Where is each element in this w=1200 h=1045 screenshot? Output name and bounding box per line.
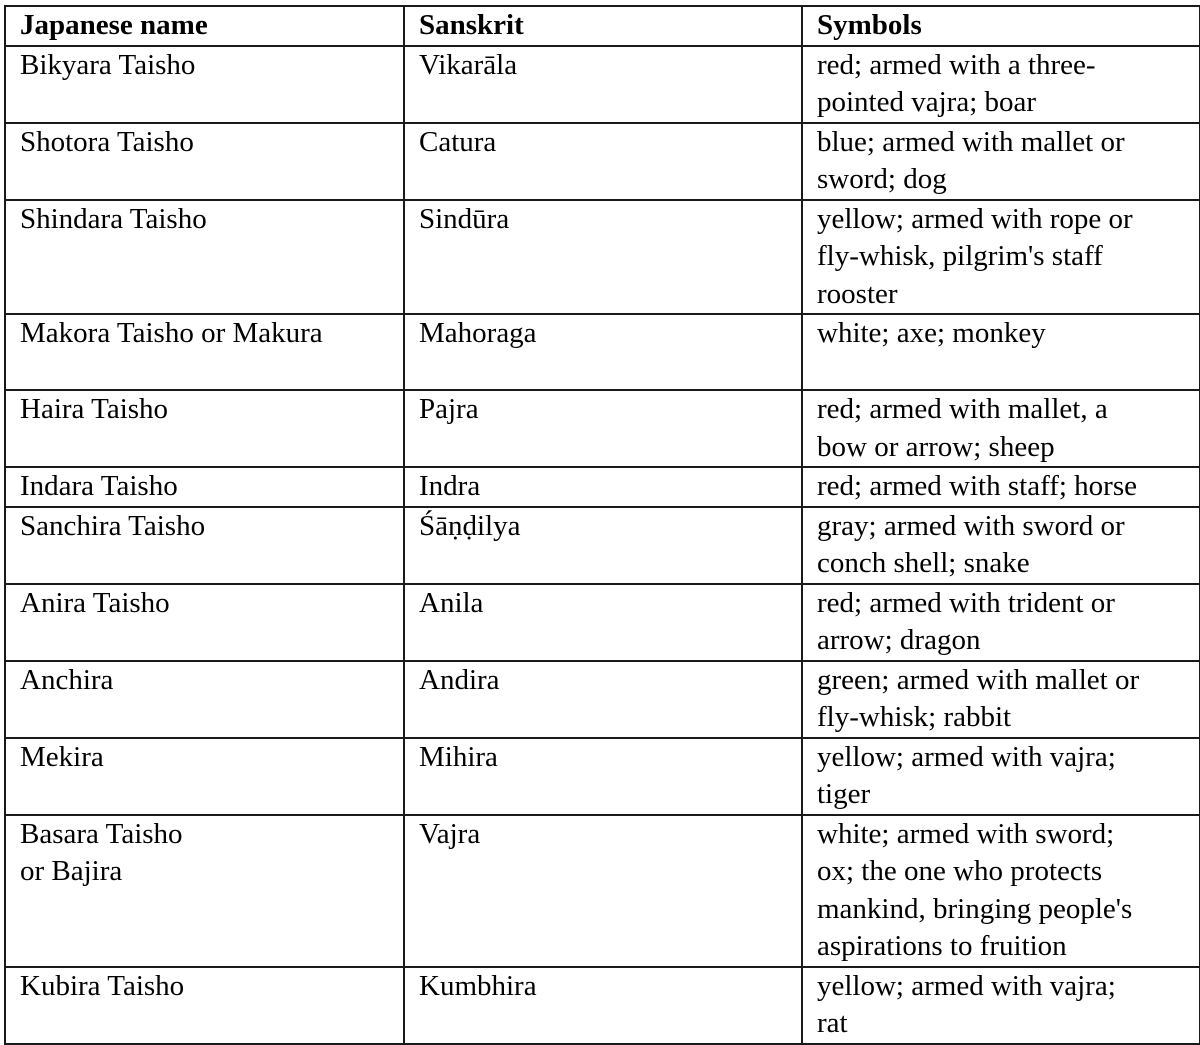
cell-japanese-name: Haira Taisho [5, 390, 404, 467]
cell-symbols: red; armed with mallet, a bow or arrow; sheep [802, 390, 1200, 467]
table-row [5, 967, 1200, 1044]
cell-japanese-name: Anchira [5, 661, 404, 738]
cell-symbols: red; armed with trident or arrow; dragon [802, 584, 1200, 661]
table-row [5, 815, 1200, 967]
cell-japanese-name: Makora Taisho or Makura [5, 314, 404, 390]
cell-sanskrit: Anila [404, 584, 802, 661]
cell-sanskrit: Mahoraga [404, 314, 802, 390]
table-row [5, 738, 1200, 815]
cell-symbols: blue; armed with mallet or sword; dog [802, 123, 1200, 200]
table-row [5, 467, 1200, 507]
table-row [5, 507, 1200, 584]
cell-sanskrit: Indra [404, 467, 802, 507]
table-row [5, 314, 1200, 390]
table-row [5, 46, 1200, 123]
table-row [5, 390, 1200, 467]
cell-symbols: yellow; armed with vajra; rat [802, 967, 1200, 1044]
cell-japanese-name: Anira Taisho [5, 584, 404, 661]
cell-japanese-name: Kubira Taisho [5, 967, 404, 1044]
cell-sanskrit: Vikarāla [404, 46, 802, 123]
cell-japanese-name: Indara Taisho [5, 467, 404, 507]
header-row [5, 6, 1200, 46]
cell-sanskrit: Catura [404, 123, 802, 200]
header-japanese-name: Japanese name [5, 6, 404, 46]
header-symbols: Symbols [802, 6, 1200, 46]
table-row [5, 584, 1200, 661]
cell-symbols: red; armed with staff; horse [802, 467, 1200, 507]
table-row [5, 661, 1200, 738]
cell-japanese-name: Shotora Taisho [5, 123, 404, 200]
cell-sanskrit: Vajra [404, 815, 802, 967]
cell-sanskrit: Pajra [404, 390, 802, 467]
cell-japanese-name: Sanchira Taisho [5, 507, 404, 584]
cell-japanese-name: Mekira [5, 738, 404, 815]
cell-sanskrit: Andira [404, 661, 802, 738]
cell-symbols: red; armed with a three- pointed vajra; boar [802, 46, 1200, 123]
cell-japanese-name: Basara Taisho or Bajira [5, 815, 404, 967]
cell-sanskrit: Śāṇḍilya [404, 507, 802, 584]
cell-symbols: gray; armed with sword or conch shell; snake [802, 507, 1200, 584]
cell-japanese-name: Shindara Taisho [5, 200, 404, 315]
table-row [5, 200, 1200, 315]
header-sanskrit: Sanskrit [404, 6, 802, 46]
cell-symbols: yellow; armed with vajra; tiger [802, 738, 1200, 815]
cell-symbols: white; axe; monkey [802, 314, 1200, 390]
cell-sanskrit: Sindūra [404, 200, 802, 315]
cell-sanskrit: Mihira [404, 738, 802, 815]
cell-symbols: green; armed with mallet or fly-whisk; rabbit [802, 661, 1200, 738]
cell-symbols: white; armed with sword; ox; the one who protects mankind, bringing people's aspirations to fruition [802, 815, 1200, 967]
cell-symbols: yellow; armed with rope or fly-whisk, pilgrim's staff rooster [802, 200, 1200, 315]
cell-japanese-name: Bikyara Taisho [5, 46, 404, 123]
table-row [5, 123, 1200, 200]
twelve-generals-table [4, 5, 1200, 1045]
cell-sanskrit: Kumbhira [404, 967, 802, 1044]
